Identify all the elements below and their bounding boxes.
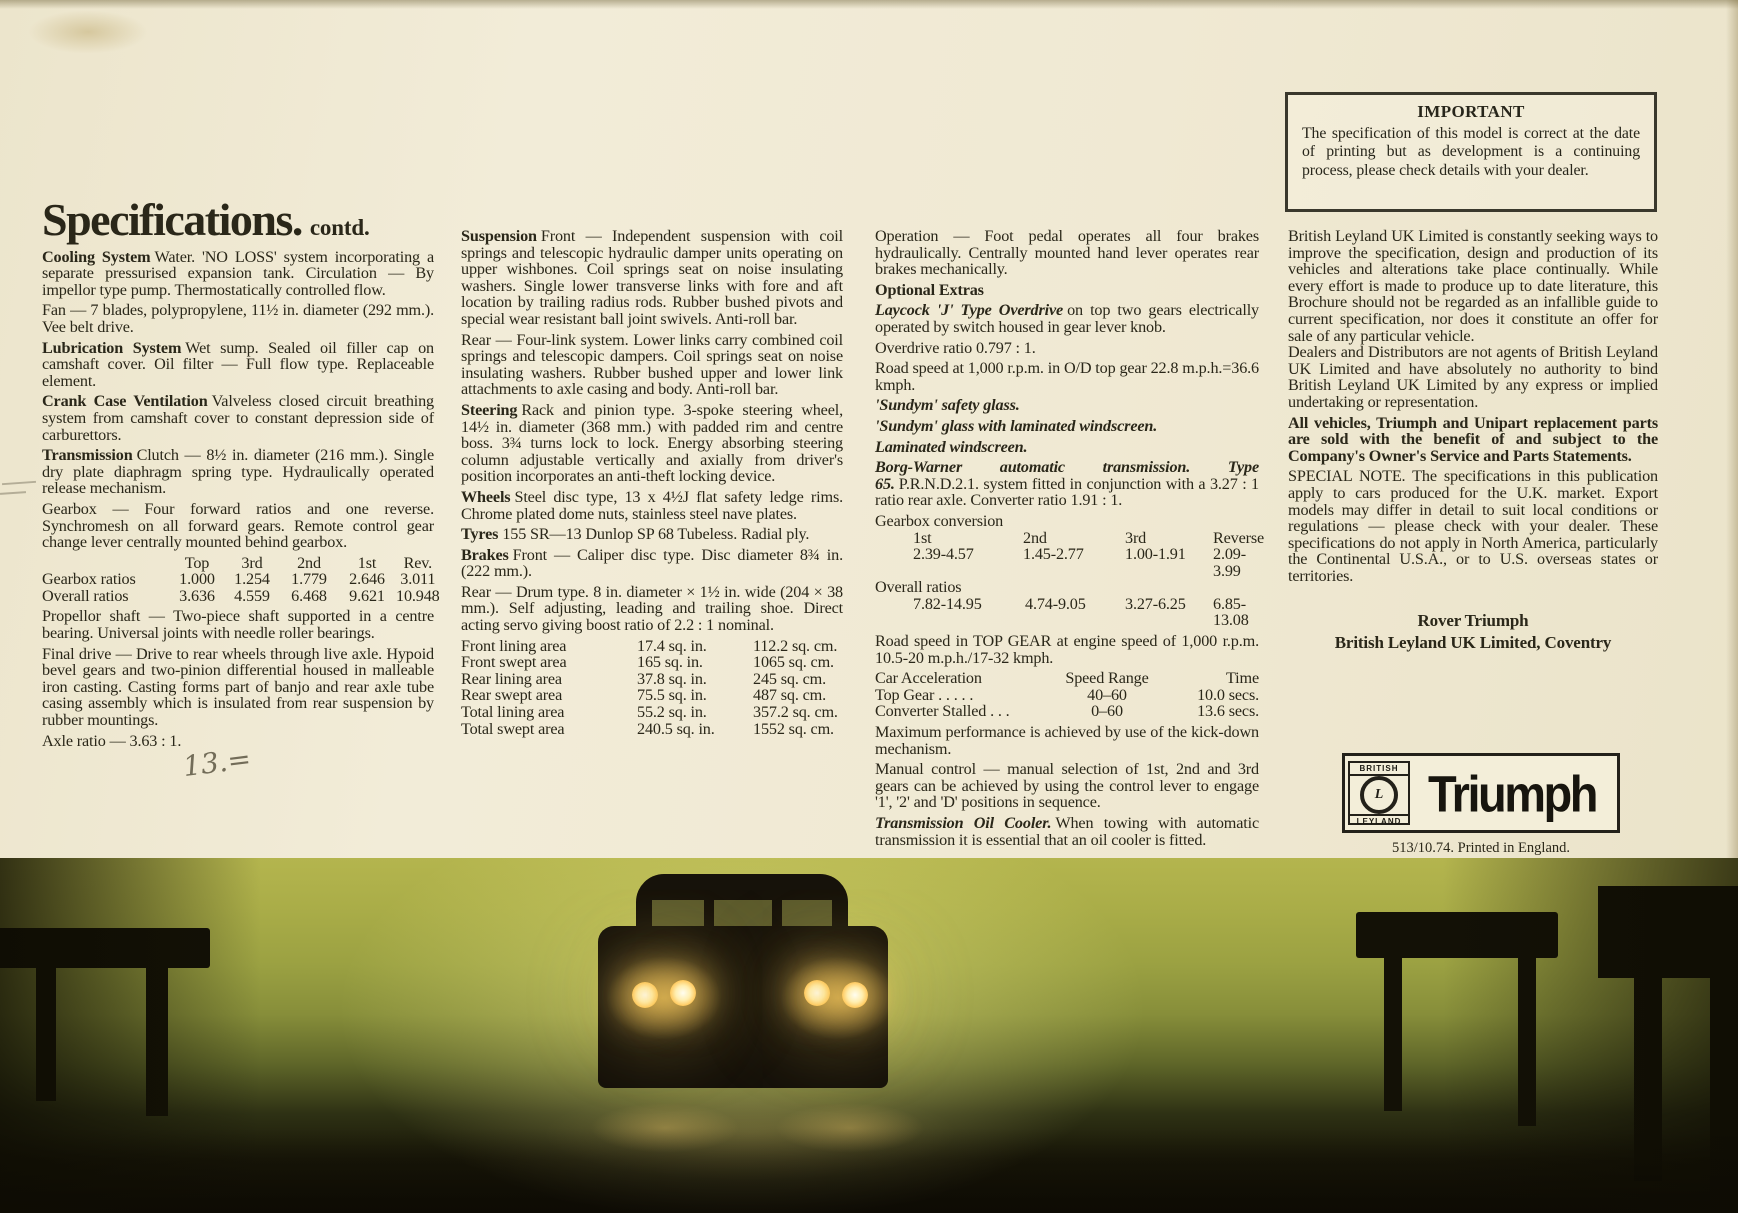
spec-text: Clutch — 8½ in. diameter (216 mm.). Single dry plate diaphragm spring type. Hydraulically operated release mechanism.: [42, 446, 434, 498]
spec-propshaft: Propellor shaft — Two-piece shaft supported in a centre bearing. Universal joints with needle roller bearings.: [42, 607, 434, 643]
important-title: IMPORTANT: [1417, 102, 1525, 121]
accel-cell: 10.0 secs.: [1197, 685, 1259, 704]
spec-road-speed-od: Road speed at 1,000 r.p.m. in O/D top gear 22.8 m.p.h.=36.6 kmph.: [875, 359, 1259, 394]
brake-area-table: [461, 638, 843, 738]
british-leyland-badge-icon: [1348, 761, 1410, 825]
spec-od-ratio: Overdrive ratio 0.797 : 1.: [875, 338, 1036, 357]
gear-ratio-table: [42, 553, 440, 605]
spec-transmission: [42, 447, 434, 497]
spec-term: Lubrication System: [42, 338, 182, 357]
overall-cell: 3.27-6.25: [1125, 594, 1186, 613]
conv-cell: 1.45-2.77: [1023, 545, 1084, 564]
spec-term: Suspension: [461, 227, 537, 245]
conv-cell: 1.00-1.91: [1125, 545, 1186, 564]
area-cell: 245 sq. cm.: [753, 669, 826, 688]
title-suffix: contd.: [309, 215, 370, 240]
area-cell: 37.8 sq. in.: [637, 669, 707, 688]
signoff-line-2: British Leyland UK Limited, Coventry: [1334, 633, 1612, 653]
area-cell: 112.2 sq. cm.: [753, 636, 838, 655]
spec-suspension-rear: Rear — Four-link system. Lower links carry combined coil springs and telescopic dampers. Coil springs seat on noise insulating washers. Rubber bushed upper and lower link attachments to axle casing and body. Anti-roll bar.: [461, 330, 843, 399]
column-specifications: [42, 194, 440, 753]
accel-cell: 13.6 secs.: [1197, 702, 1259, 721]
optional-extras-heading: Optional Extras: [875, 280, 984, 299]
accel-header-cell: Car Acceleration: [875, 669, 982, 688]
spec-axle-ratio: Axle ratio — 3.63 : 1.: [42, 731, 182, 750]
column-chassis: [461, 228, 843, 737]
overall-cell: 7.82-14.95: [913, 594, 982, 613]
conv-header-cell: 2nd: [1023, 528, 1047, 547]
ratio-header-cell: 2nd: [297, 553, 321, 572]
conv-header-cell: 3rd: [1125, 528, 1147, 547]
ratio-cell: 4.559: [234, 586, 270, 605]
accel-header-cell: Speed Range: [1065, 669, 1149, 688]
spec-term: Steering: [461, 400, 518, 419]
legal-para-1: British Leyland UK Limited is constantly seeking ways to improve the specification, design and production of its vehicles and alterations take place continually. While every effort is made to produce up to date literature, this Brochure should not be regarded as an infallible guide to current specification, nor does it constitute an offer for sale of any particular vehicle.: [1288, 227, 1658, 345]
ratio-cell: 2.646: [349, 570, 385, 589]
gearbox-conversion-label: Gearbox conversion: [875, 511, 1004, 530]
spec-text: Water. 'NO LOSS' system incorporating a separate pressurised expansion tank. Circulation — By impellor type pump. Thermostatically controlled flow.: [42, 247, 435, 299]
ratio-header-cell: Top: [184, 553, 210, 572]
spec-term: Crank Case Ventilation: [42, 392, 208, 411]
important-text: The specification of this model is correct at the date of printing but as development is a continuing process, please check details with your dealer.: [1302, 125, 1640, 179]
paper-stain: [28, 10, 148, 54]
spec-term: Brakes: [461, 545, 509, 564]
spec-text: 155 SR—13 Dunlop SP 68 Tubeless. Radial ply.: [502, 525, 810, 544]
spec-text: on top two gears electrically operated by switch housed in gear lever knob.: [875, 301, 1259, 336]
area-cell: 1552 sq. cm.: [753, 719, 834, 738]
acceleration-table: [875, 670, 1259, 720]
signoff: [1288, 610, 1658, 654]
spec-brakes-rear: Rear — Drum type. 8 in. diameter × 1½ in. wide (204 × 38 mm.). Self adjusting, leading and trailing shoe. Direct acting servo giving boost ratio of 2.2 : 1 nominal.: [461, 582, 843, 635]
ratio-cell: 3.636: [179, 586, 215, 605]
conv-cell: 2.09-3.99: [1213, 545, 1246, 580]
spec-fan: Fan — 7 blades, polypropylene, 11½ in. diameter (292 mm.). Vee belt drive.: [42, 301, 434, 336]
spec-lubrication: [42, 340, 434, 390]
ratio-header-cell: 3rd: [241, 553, 263, 572]
accel-cell: Top Gear . . . . .: [875, 685, 974, 704]
special-note: SPECIAL NOTE. The specifications in this publication apply to cars produced for the U.K. market. Export models may differ in detail to suit local conditions or regulations — please check with your dealer. These specifications do not apply in North America, particularly the Continental U.S.A., or to U.S. overseas states or territories.: [1288, 467, 1658, 585]
triumph-wordmark: Triumph: [1428, 764, 1596, 822]
spec-gearbox: Gearbox — Four forward ratios and one reverse. Synchromesh on all forward gears. Remote control gear change lever centrally mounted behind gearbox.: [42, 499, 434, 552]
conv-cell: 2.39-4.57: [913, 545, 974, 564]
spec-crankcase: [42, 393, 434, 443]
badge-leyland-label: LEYLAND: [1350, 814, 1408, 827]
spec-operation: Operation — Foot pedal operates all four brakes hydraulically. Centrally mounted hand lever operates rear brakes mechanically.: [875, 227, 1259, 279]
area-cell: 240.5 sq. in.: [637, 719, 715, 738]
spec-overdrive: [875, 302, 1259, 335]
spec-tyres: [461, 526, 843, 543]
pencil-scribble: [0, 491, 26, 495]
photo-vignette: [0, 858, 1738, 1213]
spec-sundym-laminated: 'Sundym' glass with laminated windscreen.: [875, 416, 1158, 435]
ratio-row-label: Overall ratios: [42, 586, 129, 605]
scan-edge-shadow-top: [0, 0, 1738, 9]
column-optional-extras: [875, 227, 1265, 852]
spec-term: Wheels: [461, 487, 511, 506]
area-cell: Front lining area: [461, 636, 567, 655]
spec-cooling: [42, 249, 434, 299]
spec-text: Wet sump. Sealed oil filler cap on camshaft cover. Oil filter — Full flow type. Replaceable element.: [42, 338, 434, 390]
important-notice-box: [1285, 92, 1657, 212]
triumph-logo: [1342, 753, 1620, 833]
handwritten-note: 13.=: [181, 741, 253, 784]
ratio-cell: 1.000: [179, 570, 215, 589]
accel-cell: 40–60: [1087, 685, 1127, 704]
area-cell: 75.5 sq. in.: [637, 686, 707, 705]
overall-ratios-label: Overall ratios: [875, 578, 962, 597]
legal-para-2: Dealers and Distributors are not agents of British Leyland UK Limited and have absolutely no authority to bind British Leyland UK Limited by any express or implied undertaking or representation.: [1288, 343, 1658, 411]
spec-text: P.R.N.D.2.1. system fitted in conjunction with a 3.27 : 1 ratio rear axle. Converter ratio 1.91 : 1.: [875, 474, 1259, 510]
spec-wheels: [461, 489, 843, 522]
area-cell: 55.2 sq. in.: [637, 703, 707, 722]
overall-cell: 6.85-13.08: [1213, 594, 1249, 630]
spec-text: When towing with automatic transmission it is essential that an oil cooler is fitted.: [875, 814, 1260, 849]
pencil-scribble: [2, 481, 36, 485]
area-cell: Front swept area: [461, 653, 567, 672]
night-driving-photo: [0, 858, 1738, 1213]
spec-laminated: Laminated windscreen.: [875, 437, 1028, 456]
spec-text: Front — Independent suspension with coil springs and telescopic hydraulic damper units operating on upper wishbones. Coil springs seat on noise insulating washers. Single lower transverse links with fore and aft location by trailing radius rods. Rubber bushed pivots and special wear resistant ball joint swivels. Anti-roll bar.: [461, 227, 843, 328]
spec-text: Valveless closed circuit breathing system from camshaft cover to constant depression side of carburettors.: [42, 392, 434, 444]
conversion-ratio-table: [913, 528, 1265, 580]
ratio-cell: 1.779: [291, 570, 327, 589]
spec-borg-warner: [875, 459, 1259, 509]
legal-para-3: All vehicles, Triumph and Unipart replacement parts are sold with the benefit of and subject to the Company's Owner's Service and Parts Statements.: [1288, 413, 1658, 465]
accel-header-cell: Time: [1226, 669, 1259, 688]
roundel-letter: L: [1360, 776, 1398, 814]
area-cell: Rear swept area: [461, 686, 563, 705]
ratio-cell: 6.468: [291, 586, 327, 605]
spec-term: Cooling System: [42, 247, 151, 266]
ratio-cell: 9.621: [349, 586, 385, 605]
spec-term: Transmission: [42, 446, 133, 465]
spec-text: Front — Caliper disc type. Disc diameter 8¾ in. (222 mm.).: [461, 545, 843, 581]
overall-ratio-table: [913, 596, 1259, 629]
accel-cell: 0–60: [1091, 702, 1123, 721]
ratio-header-cell: 1st: [357, 553, 377, 572]
area-cell: 17.4 sq. in.: [637, 636, 707, 655]
ratio-row-label: Gearbox ratios: [42, 570, 136, 589]
area-cell: 165 sq. in.: [637, 653, 703, 672]
spec-oil-cooler: [875, 815, 1259, 848]
accel-cell: Converter Stalled . . .: [875, 702, 1010, 721]
conv-header-cell: Reverse: [1213, 528, 1265, 547]
badge-roundel-icon: [1350, 776, 1408, 814]
badge-british-label: BRITISH: [1350, 763, 1408, 776]
spec-text: Steel disc type, 13 x 4½J flat safety ledge rims. Chrome plated dome nuts, stainless steel nave plates.: [461, 487, 843, 523]
spec-term: Transmission Oil Cooler.: [875, 814, 1052, 832]
area-cell: Rear lining area: [461, 669, 562, 688]
spec-suspension: [461, 228, 843, 328]
spec-finaldrive: Final drive — Drive to rear wheels through live axle. Hypoid bevel gears and two-pinion differential housed in malleable iron casting. Casting forms part of banjo and rear axle tube casing assembly which is insulated from rear suspension by rubber mountings.: [42, 644, 434, 730]
spec-max-performance: Maximum performance is achieved by use of the kick-down mechanism.: [875, 723, 1259, 758]
scan-edge-shadow-right: [1726, 0, 1738, 860]
overall-cell: 4.74-9.05: [1025, 594, 1086, 613]
column-legal: [1288, 228, 1658, 654]
area-cell: 487 sq. cm.: [753, 686, 826, 705]
signoff-line-1: Rover Triumph: [1417, 611, 1529, 631]
ratio-cell: 10.948: [396, 586, 440, 605]
spec-manual-control: Manual control — manual selection of 1st, 2nd and 3rd gears can be achieved by using the control lever to engage '1', '2' and 'D' positions in sequence.: [875, 760, 1259, 812]
print-imprint: 513/10.74. Printed in England.: [1391, 840, 1570, 856]
ratio-header-cell: [42, 555, 170, 572]
area-cell: Total lining area: [461, 703, 565, 722]
area-cell: Total swept area: [461, 719, 565, 738]
ratio-cell: 3.011: [400, 570, 436, 589]
area-cell: 1065 sq. cm.: [753, 653, 834, 672]
ratio-cell: 1.254: [234, 570, 270, 589]
spec-sundym: 'Sundym' safety glass.: [875, 396, 1020, 415]
title-main: Specifications.: [42, 194, 302, 245]
spec-text: Rack and pinion type. 3-spoke steering wheel, 14½ in. diameter (368 mm.) with padded rim and centre boss. 3¾ turns lock to lock. Energy absorbing steering column adjustable vertically and axially from driver's position incorporates an anti-theft locking device.: [461, 400, 843, 486]
spec-steering: [461, 402, 843, 485]
page-title: [42, 194, 434, 245]
spec-road-speed-top: Road speed in TOP GEAR at engine speed of 1,000 r.p.m. 10.5-20 m.p.h./17-32 kmph.: [875, 632, 1259, 667]
spec-term: Borg-Warner automatic transmission. Type 65.: [875, 458, 1259, 493]
ratio-header-cell: Rev.: [403, 553, 433, 572]
area-cell: 357.2 sq. cm.: [753, 703, 838, 722]
conv-header-cell: 1st: [913, 528, 932, 547]
spec-brakes: [461, 547, 843, 580]
spec-term: Tyres: [461, 525, 499, 544]
spec-term: Laycock 'J' Type Overdrive: [875, 301, 1064, 320]
